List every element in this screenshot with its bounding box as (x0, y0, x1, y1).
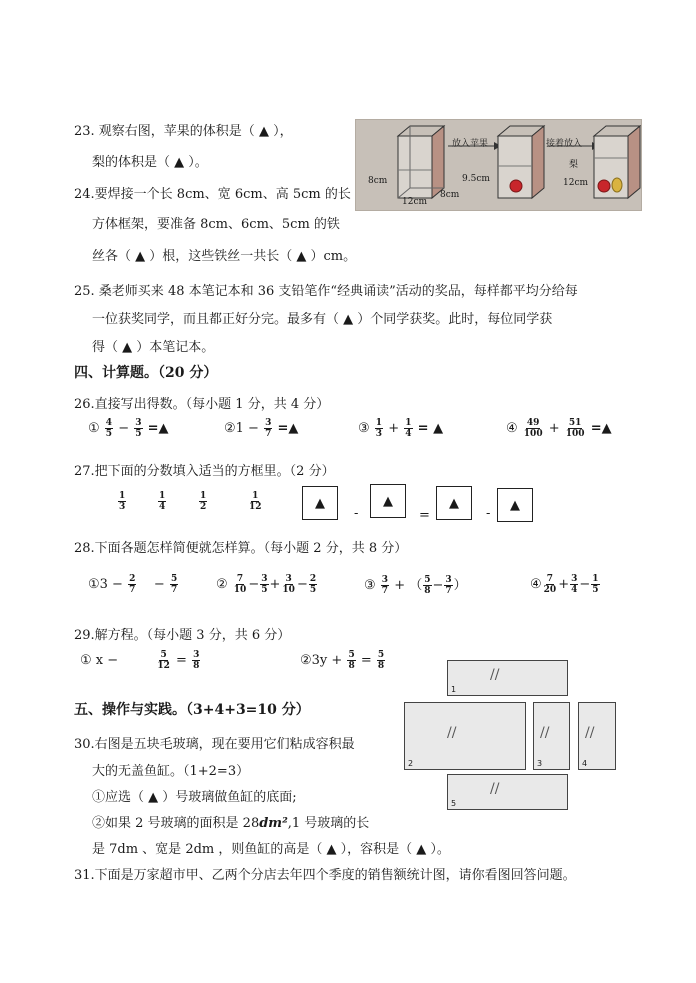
glass-pane-5 (447, 774, 568, 810)
container-2 (498, 126, 544, 198)
q28-problem-2: ② $\frac{7}{10}$ − $\frac{3}{5}$ + $\frac{3}{10}$ − $\frac{2}{5}$ (216, 574, 317, 595)
pane-3-gloss: // (540, 725, 550, 741)
dim-h1: 8cm (368, 176, 388, 186)
q25-line2: 一位获奖同学，而且都正好分完。最多有（ ▲ ）个同学获奖。此时，每位同学获 (92, 312, 553, 327)
pane-5-gloss: // (490, 781, 500, 797)
pear-icon (612, 178, 622, 192)
q30-line3: ①应选（ ▲ ）号玻璃做鱼缸的底面; (92, 790, 297, 805)
container-3 (594, 126, 640, 198)
pane-3-label: 3 (537, 759, 543, 768)
arrow-label-1: 放入苹果 (452, 139, 489, 149)
q26-problem-4: ④ $\frac{49}{100}$ + $\frac{51}{100}$ =▲ (506, 418, 612, 439)
volume-figure (355, 119, 642, 211)
q29-title: 29.解方程。（每小题 3 分，共 6 分） (74, 628, 291, 643)
q24-line2: 方体框架，要准备 8cm、6cm、5cm 的铁 (92, 217, 340, 232)
q23-line1: 23. 观察右图，苹果的体积是（ ▲ ）， (74, 124, 293, 139)
q27-fraction-2: $\frac{1}{4}$ (159, 491, 166, 512)
q28-problem-4: ④ $\frac{7}{20}$ + $\frac{3}{4}$ − $\frac{1}{5}$ (530, 574, 599, 595)
apple-icon (510, 180, 522, 192)
dim-h2: 9.5cm (462, 174, 490, 184)
q31-line: 31.下面是万家超市甲、乙两个分店去年四个季度的销售额统计图，请你看图回答问题。 (74, 868, 576, 883)
q24-line1: 24.要焊接一个长 8cm、宽 6cm、高 5cm 的长 (74, 187, 351, 202)
q23-line2: 梨的体积是（ ▲ ）。 (92, 155, 208, 170)
q30-line5: 是 7dm 、宽是 2dm ，则鱼缸的高是（ ▲ ），容积是（ ▲ ）。 (92, 842, 450, 857)
arrow-label-2b: 梨 (569, 160, 579, 170)
q28-title: 28.下面各题怎样简便就怎样算。（每小题 2 分，共 8 分） (74, 541, 408, 556)
q25-line3: 得（ ▲ ）本笔记本。 (92, 340, 215, 355)
pane-1-gloss: // (490, 667, 500, 683)
q30-line2: 大的无盖鱼缸。（1+2=3） (92, 764, 250, 779)
q26-title: 26.直接写出得数。（每小题 1 分，共 4 分） (74, 397, 330, 412)
answer-box-3[interactable]: ▲ (436, 486, 472, 520)
q29-problem-2: ②3y + $\frac{5}{8}$ = $\frac{5}{8}$ (300, 650, 385, 671)
arrow-label-2: 接着放入 (546, 139, 583, 149)
q30-line4: ②如果 2 号玻璃的面积是 28dm²,1 号玻璃的长 (92, 816, 370, 831)
apple-icon (598, 180, 610, 192)
dim-d1: 8cm (440, 190, 460, 200)
pane-4-label: 4 (582, 759, 588, 768)
q24-line3: 丝各（ ▲ ）根，这些铁丝一共长（ ▲ ）cm。 (92, 249, 357, 264)
dim-h3: 12cm (563, 178, 589, 188)
volume-figure-svg (356, 120, 641, 210)
section-5-title: 五、操作与实践。（3+4+3=10 分） (74, 702, 310, 718)
pane-2-label: 2 (408, 759, 414, 768)
q28-problem-3: ③ $\frac{3}{7}$ + （ $\frac{5}{8}$ − $\frac{3}{7}$ ） (364, 575, 467, 596)
q30-line1: 30.右图是五块毛玻璃，现在要用它们粘成容积最 (74, 737, 355, 752)
q27-title: 27.把下面的分数填入适当的方框里。（2 分） (74, 464, 335, 479)
q27-fraction-1: $\frac{1}{3}$ (119, 491, 126, 512)
q27-fraction-4: $\frac{1}{12}$ (249, 491, 262, 512)
answer-box-2[interactable]: ▲ (370, 484, 406, 518)
q25-line1: 25. 桑老师买来 48 本笔记本和 36 支铅笔作“经典诵读”活动的奖品，每样都平均分给每 (74, 284, 578, 299)
answer-box-1[interactable]: ▲ (302, 486, 338, 520)
answer-box-4[interactable]: ▲ (497, 488, 533, 522)
q26-problem-1: ① $\frac{4}{5}$ − $\frac{3}{5}$ =▲ (88, 418, 169, 439)
glass-pane-4 (578, 702, 616, 770)
section-4-title: 四、计算题。（20 分） (74, 365, 218, 381)
pane-2-gloss: // (447, 725, 457, 741)
q26-problem-2: ②1 − $\frac{3}{7}$ =▲ (224, 418, 299, 439)
q29-problem-1: ① x − $\frac{5}{12}$ = $\frac{3}{8}$ (80, 650, 200, 671)
pane-4-gloss: // (585, 725, 595, 741)
q27-op-1: - (354, 506, 359, 521)
q28-problem-1: ①3 − $\frac{2}{7}$ − $\frac{5}{7}$ (88, 574, 178, 595)
q27-fraction-3: $\frac{1}{2}$ (200, 491, 207, 512)
pane-5-label: 5 (451, 799, 457, 808)
q27-op-3: - (486, 506, 491, 521)
glass-pane-3 (533, 702, 570, 770)
q27-op-2: = (419, 508, 430, 523)
q26-problem-3: ③ $\frac{1}{3}$ + $\frac{1}{4}$ = ▲ (358, 418, 444, 439)
glass-pane-1 (447, 660, 568, 696)
pane-1-label: 1 (451, 685, 457, 694)
glass-pane-2 (404, 702, 526, 770)
container-1 (398, 126, 444, 198)
dim-w1: 12cm (402, 197, 428, 207)
